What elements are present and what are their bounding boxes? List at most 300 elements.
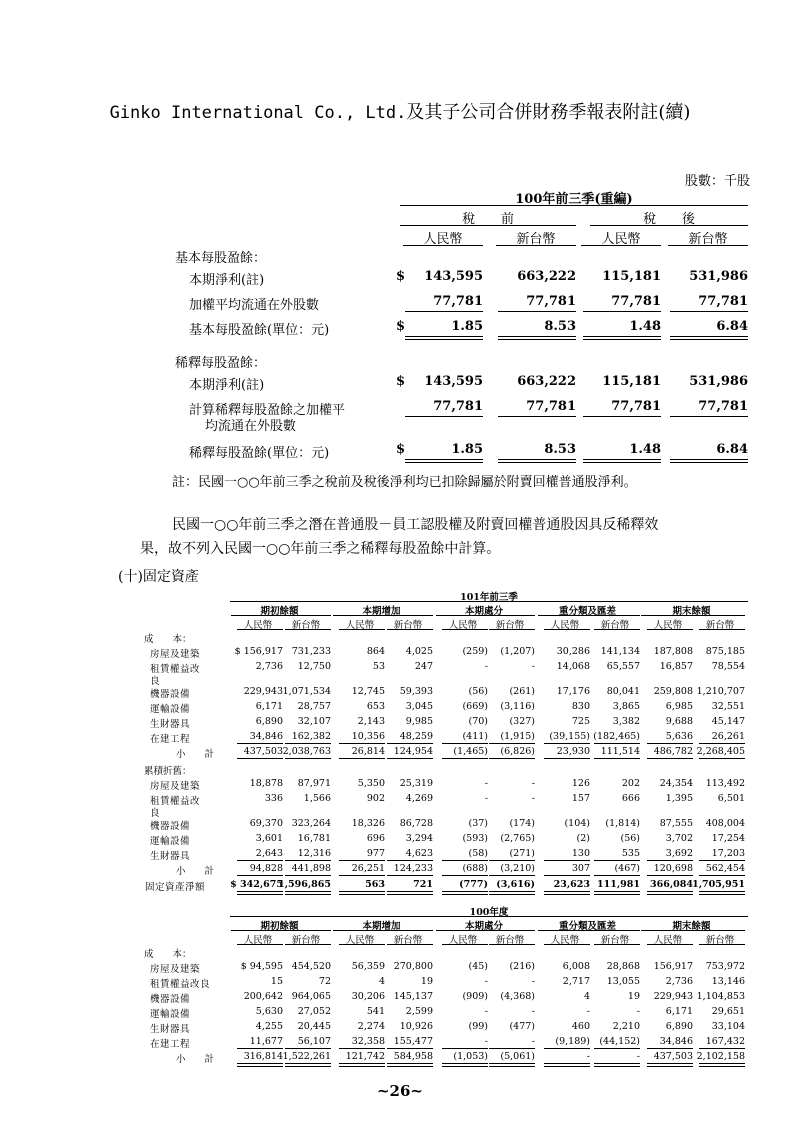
t2-group-rule (333, 930, 433, 931)
t1-cell: (1,915) (500, 731, 535, 742)
t1-cell: 18,326 (351, 818, 385, 829)
t1-group-header: 期初餘額 (260, 606, 299, 617)
t1-cell: - (484, 793, 488, 804)
t1-cell: 6,890 (255, 716, 283, 727)
t1-row-label: 機器設備 (150, 821, 191, 832)
t1-cell: 12,745 (351, 686, 385, 697)
t2-cell: 2,717 (562, 976, 590, 987)
t2-col-header: 新台幣 (705, 935, 735, 946)
t2-row-label: 運輸設備 (150, 1009, 191, 1020)
t2-cell: - (636, 1051, 640, 1062)
t1-group-header: 重分類及匯差 (558, 606, 616, 617)
t1-cell: 23,930 (556, 746, 590, 757)
t1-cell: 120,698 (653, 863, 693, 874)
t2-col-header: 新台幣 (495, 935, 525, 946)
t1-cell: 1,566 (303, 793, 331, 804)
page-number: ~26~ (376, 1082, 423, 1100)
t2-cell: 4 (378, 976, 385, 987)
t1-cell: 65,557 (606, 661, 640, 672)
t2-cell-rule (387, 1048, 433, 1049)
t1-col-header: 新台幣 (495, 620, 525, 631)
t1-row-label: 固定資產淨額 (145, 882, 206, 893)
t1-period: 101年前三季 (460, 592, 518, 603)
t2-cell: 437,503 (653, 1051, 693, 1062)
t1-cell: 26,251 (351, 863, 385, 874)
t2-cell-rule (489, 1048, 535, 1049)
t1-cell: 6,171 (255, 701, 283, 712)
eps-value: 115,181 (602, 374, 661, 389)
t2-cell: 11,677 (249, 1036, 283, 1047)
t1-cell: 725 (571, 716, 590, 727)
t1-cell: 666 (621, 793, 640, 804)
t1-cell: (3,210) (500, 863, 535, 874)
t2-cell: 56,107 (297, 1036, 331, 1047)
t1-dep-title: 累積折舊： (144, 766, 192, 777)
t2-cell: 19 (627, 991, 640, 1002)
t1-cell: 26,814 (351, 746, 385, 757)
t1-cell: (174) (509, 818, 535, 829)
t1-cell: (593) (462, 833, 488, 844)
eps-row-label: 稀釋每股盈餘(單位：元) (189, 446, 330, 461)
t1-cell: (271) (509, 848, 535, 859)
t2-col-rule (442, 944, 488, 945)
t1-cell: 17,203 (711, 848, 745, 859)
t1-cell: 87,971 (297, 778, 331, 789)
eps-value: 6.84 (716, 319, 748, 334)
t1-row-label: 小 計 (176, 866, 215, 877)
eps-row-label-cont: 均流通在外股數 (205, 419, 297, 434)
t1-cell: 9,688 (665, 716, 693, 727)
t1-cell: 5,350 (357, 778, 385, 789)
eps-col-header: 人民幣 (423, 232, 463, 247)
t2-cell: 5,630 (255, 1006, 283, 1017)
eps-value: 77,781 (611, 399, 661, 414)
t2-cell: 541 (366, 1006, 385, 1017)
eps-value: 8.53 (544, 319, 576, 334)
t2-cell: - (586, 1051, 590, 1062)
t1-cell: 3,702 (665, 833, 693, 844)
t2-col-rule (544, 944, 590, 945)
t1-row-label: 運輸設備 (150, 704, 191, 715)
t1-cell: 408,004 (705, 818, 745, 829)
t2-cell-rule (647, 1048, 693, 1049)
eps-value: 77,781 (611, 294, 661, 309)
t2-cell: (44,152) (599, 1036, 640, 1047)
t1-cell: 721 (413, 879, 433, 890)
t2-cell: 13,055 (606, 976, 640, 987)
t2-col-rule (647, 944, 693, 945)
t1-cell: 3,865 (612, 701, 640, 712)
t1-cell: 1,395 (665, 793, 693, 804)
t1-cell: 562,454 (705, 863, 745, 874)
t1-cell: 2,736 (255, 661, 283, 672)
t1-row-label: 運輸設備 (150, 836, 191, 847)
t1-cell: 535 (621, 848, 640, 859)
t1-cell: 366,084 (650, 879, 693, 890)
t2-row-label: 在建工程 (150, 1039, 191, 1050)
t1-cell: 16,857 (659, 661, 693, 672)
t1-cell: - (484, 661, 488, 672)
t1-cell: 307 (571, 863, 590, 874)
t1-cell: 3,382 (612, 716, 640, 727)
t2-cell: (9,189) (555, 1036, 590, 1047)
t2-cell: (5,061) (500, 1051, 535, 1062)
t2-period: 100年度 (469, 907, 509, 918)
t1-cell: 69,370 (249, 818, 283, 829)
t2-cell: (1,053) (453, 1051, 488, 1062)
t2-group-header: 期初餘額 (260, 921, 299, 932)
t2-cell: - (484, 1006, 488, 1017)
t1-row-label: 小 計 (176, 749, 215, 760)
t1-row-label: 房屋及建築 (150, 781, 201, 792)
t1-cell: (411) (462, 731, 488, 742)
t2-col-rule (489, 944, 535, 945)
t2-cell-double-rule (237, 1063, 283, 1067)
t1-cell: 30,286 (556, 646, 590, 657)
t1-cell: 4,623 (405, 848, 433, 859)
t2-cell: 270,800 (393, 961, 433, 972)
eps-value: 531,986 (689, 374, 748, 389)
t1-cell: - (484, 778, 488, 789)
t2-cell: 584,958 (393, 1051, 433, 1062)
t1-cell: 80,041 (606, 686, 640, 697)
t1-cell: 830 (571, 701, 590, 712)
t2-row-label: 小 計 (176, 1054, 215, 1065)
t2-cell-rule (594, 1048, 640, 1049)
t1-cell: 23,623 (553, 879, 590, 890)
t1-cell: 187,808 (653, 646, 693, 657)
t1-col-header: 人民幣 (550, 620, 580, 631)
t1-cell: 86,728 (399, 818, 433, 829)
t1-cell: 94,828 (249, 863, 283, 874)
eps-value: 1.48 (629, 319, 661, 334)
t2-col-header: 新台幣 (291, 935, 321, 946)
t2-cell-double-rule (285, 1063, 331, 1067)
t2-cell: 145,137 (393, 991, 433, 1002)
eps-row-label: 本期淨利(註) (189, 273, 265, 288)
t2-cell-double-rule (387, 1063, 433, 1067)
t2-cell: 2,599 (405, 1006, 433, 1017)
eps-value: 77,781 (433, 294, 483, 309)
t1-cell: (56) (620, 833, 640, 844)
t2-cell-double-rule (442, 1063, 488, 1067)
t1-cell: (58) (468, 848, 488, 859)
t1-cell: 696 (366, 833, 385, 844)
t2-cell: 454,520 (291, 961, 331, 972)
t2-col-header: 人民幣 (243, 935, 273, 946)
eps-value: 1.48 (629, 442, 661, 457)
t1-cell: 864 (366, 646, 385, 657)
t1-cell: - (531, 661, 535, 672)
eps-value: 77,781 (433, 399, 483, 414)
t2-cell-double-rule (647, 1063, 693, 1067)
t1-row-label-cont: 良 (150, 676, 160, 687)
t1-cell: 34,846 (249, 731, 283, 742)
t1-row-label: 租賃權益改 (150, 796, 201, 807)
t1-col-header: 新台幣 (393, 620, 423, 631)
t1-col-header: 新台幣 (291, 620, 321, 631)
t2-cell-double-rule (699, 1063, 745, 1067)
t2-group-header: 本期處分 (464, 921, 503, 932)
t2-col-header: 人民幣 (550, 935, 580, 946)
t1-cell: 111,514 (600, 746, 640, 757)
t2-cell-double-rule (594, 1063, 640, 1067)
t1-cell: 6,501 (717, 793, 745, 804)
t1-cell: 17,176 (556, 686, 590, 697)
eps-value: 1.85 (451, 319, 483, 334)
t2-cell: 2,210 (612, 1021, 640, 1032)
t2-col-rule (594, 944, 640, 945)
t1-row-label: 生財器具 (150, 719, 191, 730)
eps-currency: $ (396, 269, 406, 284)
t1-cell: (182,465) (593, 731, 640, 742)
eps-period-header: 100年前三季(重編) (515, 192, 633, 207)
t1-cell: (37) (468, 818, 488, 829)
t1-cell: 731,233 (291, 646, 331, 657)
t2-cell: 460 (571, 1021, 590, 1032)
t1-cell: 32,107 (297, 716, 331, 727)
t2-row-label: 房屋及建築 (150, 964, 201, 975)
t1-cell: 157 (571, 793, 590, 804)
t1-cell: 336 (264, 793, 283, 804)
t2-cell: 1,104,853 (696, 991, 745, 1002)
t1-cell: 25,319 (399, 778, 433, 789)
t2-cell-double-rule (489, 1063, 535, 1067)
t2-cell: - (636, 1006, 640, 1017)
t2-cost-title: 成 本： (144, 949, 192, 960)
t2-cell: 1,522,261 (282, 1051, 331, 1062)
t1-cell: 1,071,534 (282, 686, 331, 697)
t1-cell: 563 (365, 879, 385, 890)
t2-cell: 15 (270, 976, 283, 987)
t1-cell: 2,268,405 (696, 746, 745, 757)
t2-cell: 2,736 (665, 976, 693, 987)
t1-cell: 323,264 (291, 818, 331, 829)
t2-col-rule (699, 944, 745, 945)
t1-cell: (669) (462, 701, 488, 712)
t1-cell: $ 342,675 (230, 879, 283, 890)
t1-cell: 162,382 (291, 731, 331, 742)
t1-cell: 78,554 (711, 661, 745, 672)
eps-value: 6.84 (716, 442, 748, 457)
t2-cell-double-rule (339, 1063, 385, 1067)
t1-cell: 32,551 (711, 701, 745, 712)
t1-cell: 3,692 (665, 848, 693, 859)
t1-col-header: 人民幣 (345, 620, 375, 631)
t2-cell: (4,368) (500, 991, 535, 1002)
t1-cell: (1,814) (605, 818, 640, 829)
t1-cell: 53 (372, 661, 385, 672)
section-heading: (十)固定資產 (118, 569, 199, 585)
eps-note: 註：民國一○○年前三季之稅前及稅後淨利均已扣除歸屬於附賣回權普通股淨利。 (172, 475, 637, 490)
t2-cell-rule (237, 1048, 283, 1049)
t1-cell: 126 (571, 778, 590, 789)
t2-cell: 27,052 (297, 1006, 331, 1017)
t1-cell: 24,354 (659, 778, 693, 789)
t1-cell: 124,233 (393, 863, 433, 874)
t2-col-header: 新台幣 (600, 935, 630, 946)
t2-col-rule (285, 944, 331, 945)
eps-col-header: 新台幣 (688, 232, 728, 247)
t1-cell: 45,147 (711, 716, 745, 727)
t1-cell: (2,765) (500, 833, 535, 844)
t1-cell: (259) (462, 646, 488, 657)
t1-col-header: 新台幣 (600, 620, 630, 631)
t2-cell: 6,171 (665, 1006, 693, 1017)
t2-cell: 155,477 (393, 1036, 433, 1047)
eps-value: 77,781 (698, 399, 748, 414)
t2-cell: 4 (583, 991, 590, 1002)
t1-cell: (56) (468, 686, 488, 697)
t2-cell: 13,146 (711, 976, 745, 987)
t1-cell: 141,134 (600, 646, 640, 657)
eps-value: 143,595 (424, 269, 483, 284)
t1-cell: 111,981 (597, 879, 640, 890)
t2-cell-double-rule (544, 1063, 590, 1067)
eps-value: 77,781 (526, 399, 576, 414)
t1-cell: 1,705,951 (692, 879, 745, 890)
t2-cell: 200,642 (243, 991, 283, 1002)
t2-col-header: 人民幣 (345, 935, 375, 946)
t1-row-label: 機器設備 (150, 689, 191, 700)
t2-cell: 72 (318, 976, 331, 987)
t1-cell: 902 (366, 793, 385, 804)
t2-cell: 28,868 (606, 961, 640, 972)
t2-cell: 964,065 (291, 991, 331, 1002)
eps-value: 663,222 (517, 374, 576, 389)
t2-cell-rule (544, 1048, 590, 1049)
eps-section-title: 基本每股盈餘： (175, 251, 267, 266)
t1-cell: 12,316 (297, 848, 331, 859)
t2-cell: 34,846 (659, 1036, 693, 1047)
t1-cell: (6,826) (500, 746, 535, 757)
t1-group-header: 本期處分 (464, 606, 503, 617)
t2-cell: (45) (468, 961, 488, 972)
t1-col-header: 人民幣 (448, 620, 478, 631)
t2-cell: 229,943 (653, 991, 693, 1002)
t1-cell: (3,616) (496, 879, 535, 890)
t1-cell: - (531, 778, 535, 789)
t1-cell: 10,356 (351, 731, 385, 742)
t1-cell: 124,954 (393, 746, 433, 757)
t2-cell: 2,274 (357, 1021, 385, 1032)
t1-cell: 12,750 (297, 661, 331, 672)
t1-cell: 87,555 (659, 818, 693, 829)
t1-group-header: 期末餘額 (672, 606, 711, 617)
t1-cell: 875,185 (705, 646, 745, 657)
t1-cell: 2,038,763 (282, 746, 331, 757)
t2-cell: 156,917 (653, 961, 693, 972)
t1-cell: - (531, 793, 535, 804)
t1-cell: 28,757 (297, 701, 331, 712)
t1-cell: (1,207) (500, 646, 535, 657)
t1-cell: (104) (564, 818, 590, 829)
t1-cell: (1,465) (453, 746, 488, 757)
t2-cell: 33,104 (711, 1021, 745, 1032)
eps-value: 77,781 (526, 294, 576, 309)
t2-cell-rule (442, 1048, 488, 1049)
t1-cell: (70) (468, 716, 488, 727)
eps-group-header-aftertax: 稅 後 (642, 212, 695, 227)
t2-cell-rule (699, 1048, 745, 1049)
eps-currency: $ (396, 374, 406, 389)
t2-row-label: 生財器具 (150, 1024, 191, 1035)
t2-group-header: 重分類及匯差 (558, 921, 616, 932)
t2-period-rule (230, 916, 748, 917)
t1-cell: 18,878 (249, 778, 283, 789)
t2-cell-rule (285, 1048, 331, 1049)
t1-cell: 3,601 (255, 833, 283, 844)
t2-cell: - (484, 1036, 488, 1047)
eps-row-label: 計算稀釋每股盈餘之加權平 (189, 403, 346, 418)
eps-value: 115,181 (602, 269, 661, 284)
t2-group-rule (231, 930, 331, 931)
eps-section-title: 稀釋每股盈餘： (175, 356, 267, 371)
t2-group-rule (538, 930, 640, 931)
t2-cell: (99) (468, 1021, 488, 1032)
t2-cell: 29,651 (711, 1006, 745, 1017)
eps-col-header: 人民幣 (601, 232, 641, 247)
t2-group-header: 本期增加 (362, 921, 401, 932)
t1-cell: (3,116) (500, 701, 535, 712)
t1-cell: 26,261 (711, 731, 745, 742)
t1-cell: 130 (571, 848, 590, 859)
t1-cell: 977 (366, 848, 385, 859)
eps-group-header-pretax: 稅 前 (461, 212, 514, 227)
t2-row-label: 租賃權益改良 (150, 979, 211, 990)
unit-label: 股數：千股 (684, 174, 750, 189)
t1-row-label: 租賃權益改 (150, 664, 201, 675)
t2-cell: 316,814 (243, 1051, 283, 1062)
eps-value: 77,781 (698, 294, 748, 309)
t2-cell: $ 94,595 (240, 961, 283, 972)
eps-currency: $ (396, 319, 406, 334)
t2-cell: - (531, 1036, 535, 1047)
eps-col-header: 新台幣 (516, 232, 556, 247)
t1-cell: (2) (576, 833, 590, 844)
t1-group-header: 本期增加 (362, 606, 401, 617)
t1-cell: 5,636 (665, 731, 693, 742)
t1-col-header: 新台幣 (705, 620, 735, 631)
t1-cell: 4,025 (405, 646, 433, 657)
t2-cell: - (531, 1006, 535, 1017)
eps-value: 1.85 (451, 442, 483, 457)
t2-group-rule (641, 930, 745, 931)
t1-cell: 17,254 (711, 833, 745, 844)
t2-col-rule (237, 944, 283, 945)
t1-cell: 653 (366, 701, 385, 712)
t1-cell: 259,808 (653, 686, 693, 697)
t1-cell: (261) (509, 686, 535, 697)
eps-value: 143,595 (424, 374, 483, 389)
t1-cell: 6,985 (665, 701, 693, 712)
eps-value: 663,222 (517, 269, 576, 284)
t1-cell: 1,596,865 (278, 879, 331, 890)
t1-cell: 2,643 (255, 848, 283, 859)
title-chinese: 及其子公司合併財務季報表附註(續) (406, 102, 691, 123)
t1-cell: 3,294 (405, 833, 433, 844)
t2-cell: 6,008 (562, 961, 590, 972)
t1-cell: (327) (509, 716, 535, 727)
eps-currency: $ (396, 442, 406, 457)
t2-cell: - (586, 1006, 590, 1017)
t2-cell: 32,358 (351, 1036, 385, 1047)
t2-cell: 56,359 (351, 961, 385, 972)
t1-cell: 59,393 (399, 686, 433, 697)
t2-col-rule (339, 944, 385, 945)
paragraph-line-2: 果，故不列入民國一○○年前三季之稀釋每股盈餘中計算。 (140, 541, 501, 557)
t2-row-label: 機器設備 (150, 994, 191, 1005)
